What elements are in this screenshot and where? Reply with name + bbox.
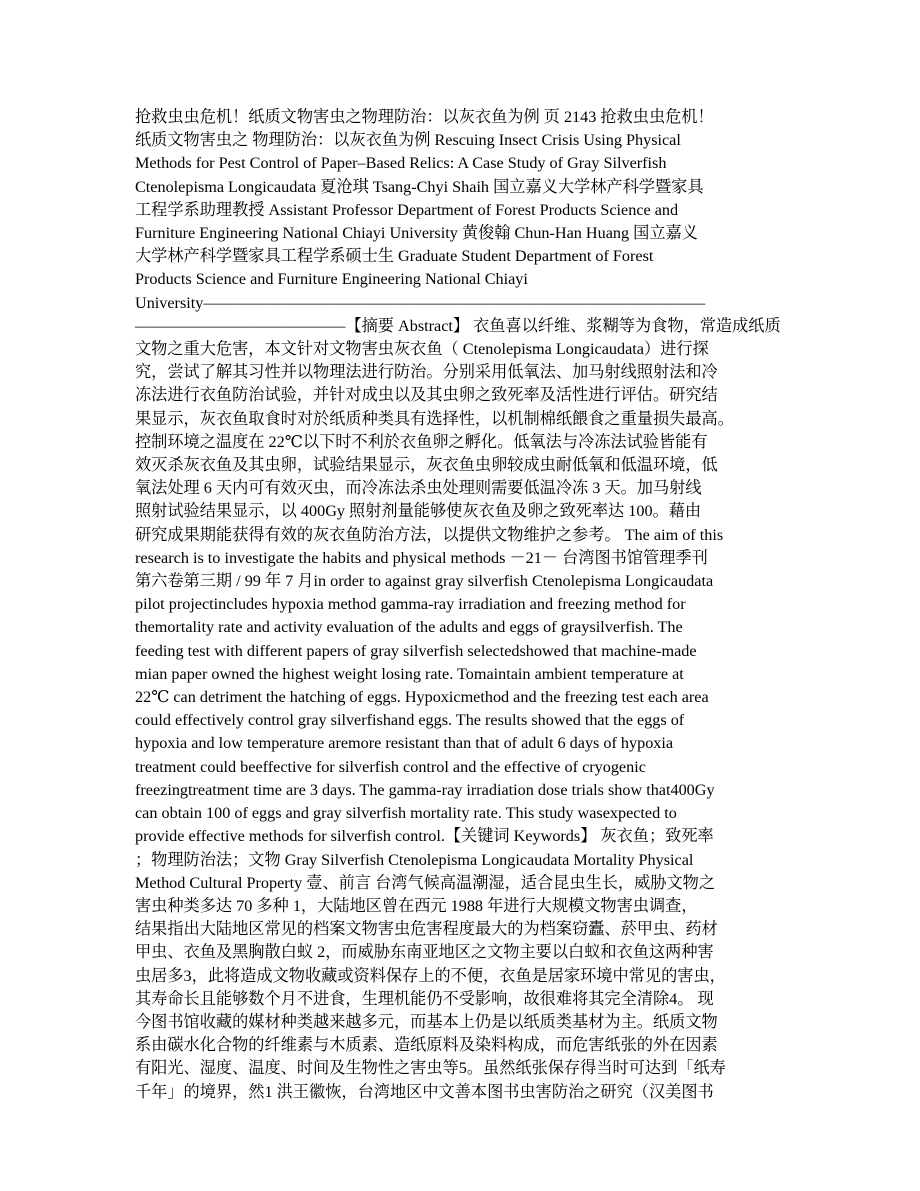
text-line: 纸质文物害虫之 物理防治：以灰衣鱼为例 Rescuing Insect Crisis Using Physical: [135, 131, 681, 150]
text-line: treatment could beeffective for silverfish control and the effective of cryogenic: [135, 757, 646, 776]
text-line: Ctenolepisma Longicaudata 夏沧琪 Tsang-Chyi Shaih 国立嘉义大学林产科学暨家具: [135, 177, 704, 196]
text-line: Method Cultural Property 壹、前言 台湾气候高温潮湿，适合昆虫生长，威胁文物之: [135, 873, 716, 892]
text-line: 系由碳水化合物的纤维素与木质素、造纸原料及染料构成，而危害纸张的外在因素: [135, 1036, 718, 1055]
text-line: pilot projectincludes hypoxia method gamma-ray irradiation and freezing method for: [135, 595, 686, 614]
text-line: 文物之重大危害，本文针对文物害虫灰衣鱼（ Ctenolepisma Longicaudata）进行探: [135, 340, 709, 359]
text-line: 效灭杀灰衣鱼及其虫卵，试验结果显示，灰衣鱼虫卵较成虫耐低氧和低温环境，低: [135, 456, 718, 475]
text-line: —————————————【摘要 Abstract】 衣鱼喜以纤维、浆糊等为食物，常造成纸质: [135, 316, 781, 335]
text-line: 有阳光、湿度、温度、时间及生物性之害虫等5。虽然纸张保存得当时可达到「纸寿: [135, 1059, 726, 1078]
text-line: 甲虫、衣鱼及黑胸散白蚁 2，而威胁东南亚地区之文物主要以白蚁和衣鱼这两种害: [135, 943, 714, 962]
text-line: ；物理防治法；文物 Gray Silverfish Ctenolepisma Longicaudata Mortality Physical: [135, 850, 694, 869]
text-line: 氧法处理 6 天内可有效灭虫，而冷冻法杀虫处理则需要低温冷冻 3 天。加马射线: [135, 479, 702, 498]
text-line: 冻法进行衣鱼防治试验，并针对成虫以及其虫卵之致死率及活性进行评估。研究结: [135, 386, 718, 405]
text-line: 抢救虫虫危机！纸质文物害虫之物理防治：以灰衣鱼为例 页 2143 抢救虫虫危机！: [135, 108, 714, 126]
text-line: Products Science and Furniture Engineering National Chiayi: [135, 270, 528, 289]
text-line: provide effective methods for silverfish control.【关键词 Keywords】 灰衣鱼；致死率: [135, 827, 714, 846]
text-line: could effectively control gray silverfishand eggs. The results showed that the eggs of: [135, 711, 685, 730]
text-line: hypoxia and low temperature aremore resistant than that of adult 6 days of hypoxia: [135, 734, 674, 753]
text-line: feeding test with different papers of gray silverfish selectedshowed that machine-made: [135, 641, 697, 660]
text-line: 千年」的境界，然1 洪王徽恢，台湾地区中文善本图书虫害防治之研究（汉美图书: [135, 1082, 714, 1101]
document-page: [135, 106, 795, 1104]
text-line: 其寿命长且能够数个月不进食，生理机能仍不受影响，故很难将其完全清除4。 现: [135, 989, 714, 1008]
text-line: 虫居多3，此将造成文物收藏或资料保存上的不便，衣鱼是居家环境中常见的害虫，: [135, 966, 726, 985]
text-line: 照射试验结果显示，以 400Gy 照射剂量能够使灰衣鱼及卵之致死率达 100。藉由: [135, 502, 702, 521]
text-line: 22℃ can detriment the hatching of eggs. Hypoxicmethod and the freezing test each area: [135, 688, 709, 707]
text-line: 果显示，灰衣鱼取食时对於纸质种类具有选择性，以机制棉纸餵食之重量损失最高。: [135, 409, 734, 428]
text-line: 第六卷第三期 / 99 年 7 月in order to against gray silverfish Ctenolepisma Longicaudata: [135, 572, 714, 591]
text-line: Methods for Pest Control of Paper–Based Relics: A Case Study of Gray Silverfish: [135, 154, 667, 173]
text-line: 结果指出大陆地区常见的档案文物害虫危害程度最大的为档案窃蠹、菸甲虫、药材: [135, 920, 718, 939]
text-line: can obtain 100 of eggs and gray silverfish mortality rate. This study wasexpected to: [135, 804, 677, 823]
text-line: 控制环境之温度在 22℃以下时不利於衣鱼卵之孵化。低氧法与冷冻法试验皆能有: [135, 432, 708, 451]
text-line: 究，尝试了解其习性并以物理法进行防治。分别采用低氧法、加马射线照射法和冷: [135, 363, 718, 382]
text-line: themortality rate and activity evaluation of the adults and eggs of graysilverfish. The: [135, 618, 683, 637]
text-line: 研究成果期能获得有效的灰衣鱼防治方法，以提供文物维护之参考。 The aim of this: [135, 525, 724, 544]
text-line: research is to investigate the habits and physical methods －21－ 台湾图书馆管理季刊: [135, 548, 708, 567]
text-line: 今图书馆收藏的媒材种类越来越多元，而基本上仍是以纸质类基材为主。纸质文物: [135, 1012, 718, 1031]
text-line: 害虫种类多达 70 多种 1，大陆地区曾在西元 1988 年进行大规模文物害虫调查，: [135, 896, 698, 915]
text-line: freezingtreatment time are 3 days. The gamma-ray irradiation dose trials show that400Gy: [135, 780, 715, 799]
text-line: University———————————————————————————————: [135, 293, 706, 312]
text-line: mian paper owned the highest weight losing rate. Tomaintain ambient temperature at: [135, 664, 684, 683]
text-line: Furniture Engineering National Chiayi University 黄俊翰 Chun-Han Huang 国立嘉义: [135, 224, 698, 243]
text-line: 工程学系助理教授 Assistant Professor Department of Forest Products Science and: [135, 200, 679, 219]
text-line: 大学林产科学暨家具工程学系硕士生 Graduate Student Department of Forest: [135, 247, 654, 266]
